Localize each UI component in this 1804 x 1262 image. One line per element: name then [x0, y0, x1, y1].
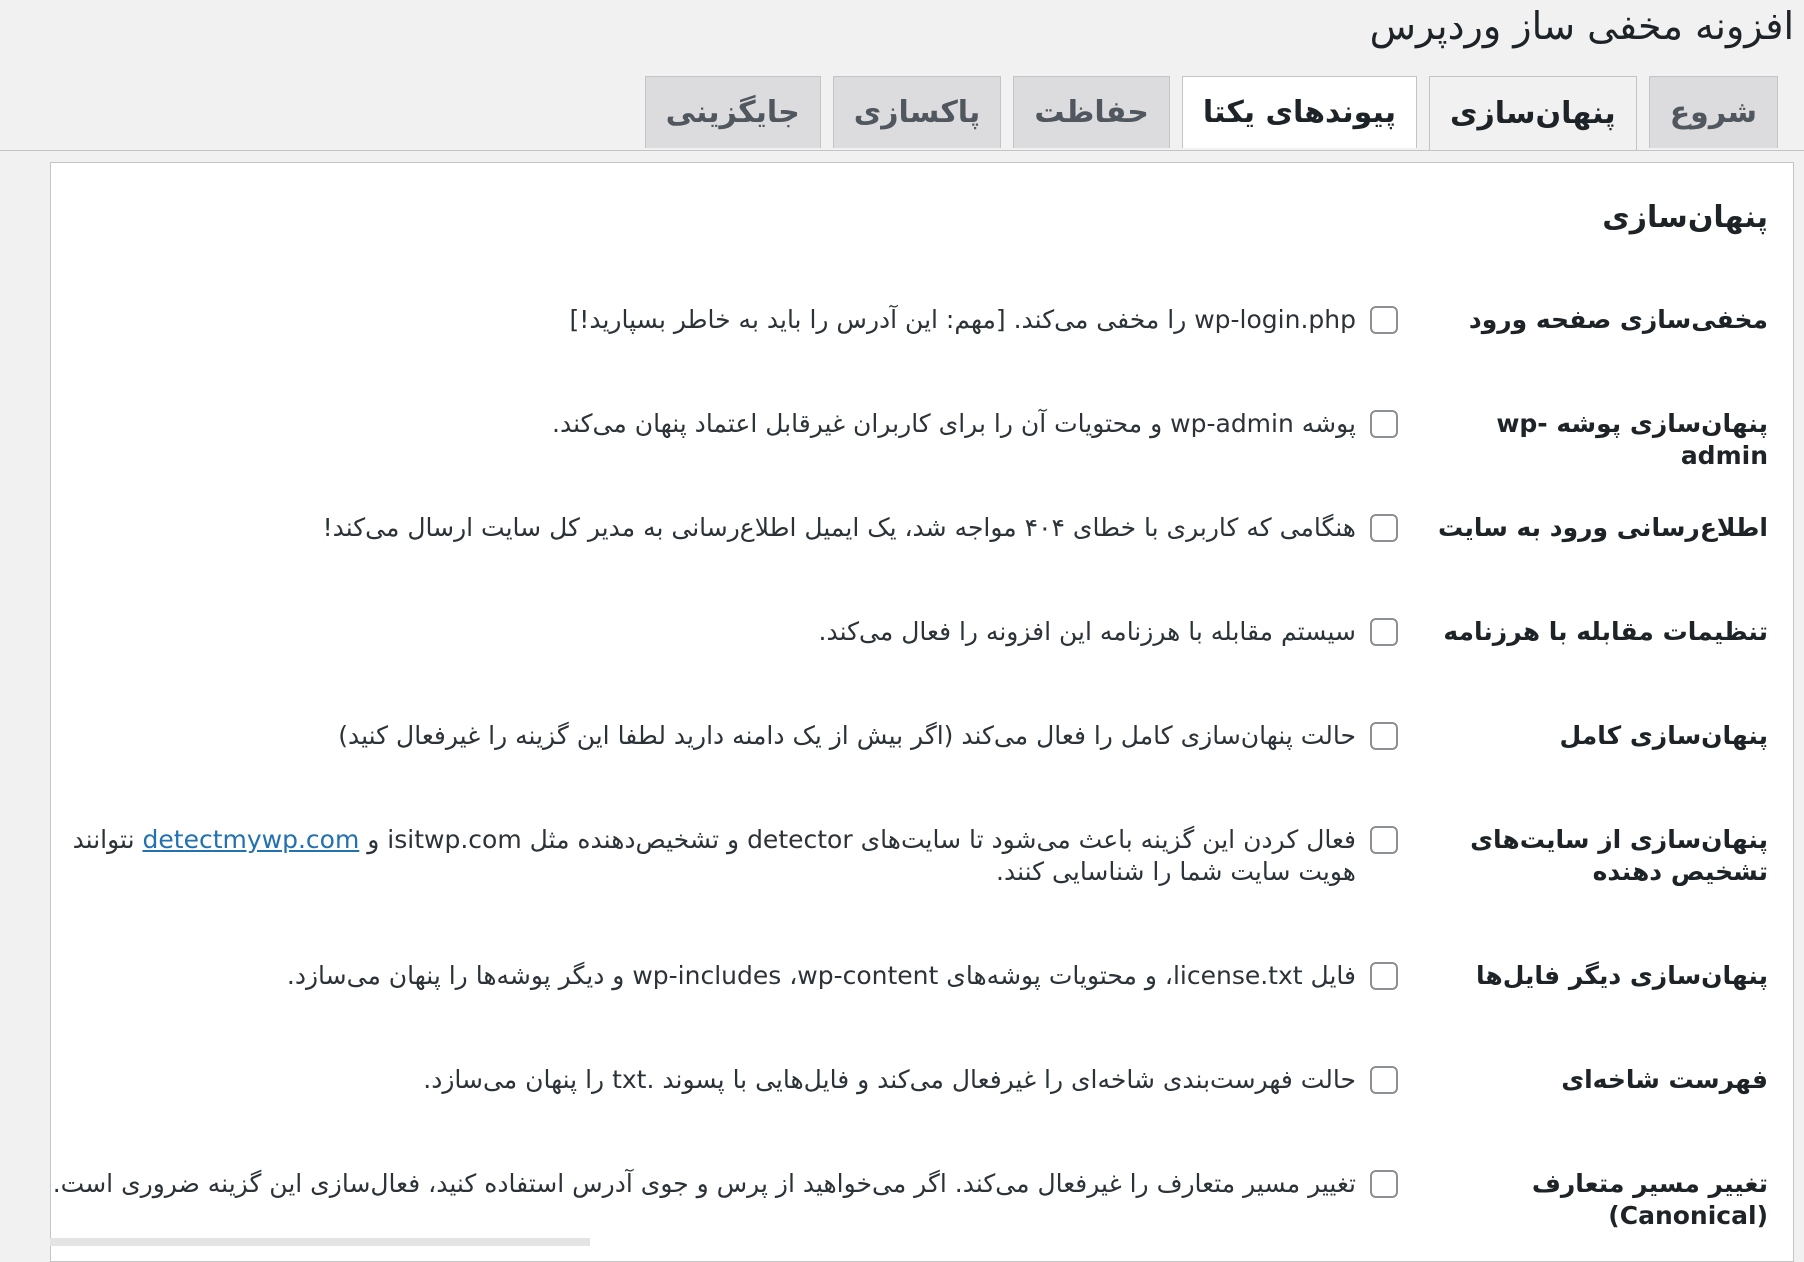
login-notify-checkbox[interactable] [1370, 514, 1398, 542]
hide-detectors-checkbox[interactable] [1370, 826, 1398, 854]
canonical-checkbox[interactable] [1370, 1170, 1398, 1198]
tab-replace[interactable]: جایگزینی [645, 76, 821, 148]
setting-field [50, 790, 1428, 888]
setting-field [50, 582, 1428, 648]
setting-field [50, 926, 1428, 992]
setting-field [50, 478, 1428, 544]
setting-row-antispam [50, 582, 1768, 686]
tab-protection[interactable]: حفاظت [1013, 76, 1170, 148]
setting-description: تغییر مسیر متعارف را غیرفعال می‌کند. اگر می‌خواهید از پرس و جوی آدرس استفاده کنید، فعال‌سازی این گزینه ضروری است. [52, 1169, 1356, 1198]
setting-row-login-notify [50, 478, 1768, 582]
settings-tabs [645, 76, 1778, 150]
description-text: فعال کردن این گزینه باعث می‌شود تا سایت‌های detector و تشخیص‌دهنده مثل isitwp.com و [367, 825, 1356, 854]
description-text: نتوانند هویت سایت شما را شناسایی کنند. [72, 825, 1356, 886]
setting-row-hide-wp-admin [50, 374, 1768, 478]
hide-wp-admin-checkbox[interactable] [1370, 410, 1398, 438]
antispam-checkbox[interactable] [1370, 618, 1398, 646]
tab-permalinks[interactable]: پیوندهای یکتا [1182, 76, 1417, 148]
setting-description: حالت فهرست‌بندی شاخه‌ای را غیرفعال می‌کند و فایل‌هایی با پسوند .txt را پنهان می‌سازد. [423, 1065, 1356, 1094]
directory-listing-checkbox[interactable] [1370, 1066, 1398, 1094]
setting-description [50, 824, 1356, 888]
bottom-scroll-shadow [50, 1238, 590, 1246]
setting-label: پنهان‌سازی از سایت‌های تشخیص دهنده [1470, 825, 1768, 886]
setting-row-directory-listing [50, 1030, 1768, 1134]
setting-field [50, 270, 1428, 336]
setting-description: wp-login.php را مخفی می‌کند. [مهم: این آدرس را باید به خاطر بسپارید!] [569, 305, 1356, 334]
setting-description: حالت پنهان‌سازی کامل را فعال می‌کند (اگر بیش از یک دامنه دارید لطفا این گزینه را غیرفعال کنید) [338, 721, 1356, 750]
setting-label: مخفی‌سازی صفحه ورود [1468, 305, 1768, 334]
setting-field [50, 1134, 1428, 1200]
setting-label: اطلاع‌رسانی ورود به سایت [1437, 513, 1768, 542]
setting-description: فایل license.txt، و محتویات پوشه‌های wp-includes ،wp-content و دیگر پوشه‌ها را پنهان می‌سازد. [286, 961, 1356, 990]
tab-cleanup[interactable]: پاکسازی [833, 76, 1002, 148]
tabs-divider [0, 150, 1804, 151]
setting-description: سیستم مقابله با هرزنامه این افزونه را فعال می‌کند. [818, 617, 1356, 646]
setting-label: پنهان‌سازی دیگر فایل‌ها [1476, 961, 1768, 990]
full-hide-checkbox[interactable] [1370, 722, 1398, 750]
setting-field [50, 374, 1428, 440]
setting-label: تنظیمات مقابله با هرزنامه [1443, 617, 1768, 646]
detectmywp-link[interactable]: detectmywp.com [142, 825, 360, 854]
setting-label: فهرست شاخه‌ای [1561, 1065, 1768, 1094]
setting-label: تغییر مسیر متعارف (Canonical) [1531, 1169, 1768, 1230]
setting-row-full-hide [50, 686, 1768, 790]
setting-field [50, 686, 1428, 752]
settings-table [50, 270, 1768, 1238]
setting-row-hide-detectors [50, 790, 1768, 926]
page-title: افزونه مخفی ساز وردپرس [1369, 4, 1794, 48]
setting-label: پنهان‌سازی کامل [1559, 721, 1768, 750]
setting-description: پوشه wp-admin و محتویات آن را برای کاربران غیرقابل اعتماد پنهان می‌کند. [552, 409, 1356, 438]
tab-hiding[interactable]: پنهان‌سازی [1429, 76, 1637, 150]
setting-description: هنگامی که کاربری با خطای ۴۰۴ مواجه شد، یک ایمیل اطلاع‌رسانی به مدیر کل سایت ارسال می‌کند! [322, 513, 1356, 542]
setting-label: پنهان‌سازی پوشه wp-admin [1496, 409, 1768, 470]
setting-row-canonical [50, 1134, 1768, 1238]
setting-row-hide-other-files [50, 926, 1768, 1030]
hide-other-files-checkbox[interactable] [1370, 962, 1398, 990]
setting-field [50, 1030, 1428, 1096]
section-title: پنهان‌سازی [1602, 200, 1768, 235]
hide-login-checkbox[interactable] [1370, 306, 1398, 334]
tab-start[interactable]: شروع [1649, 76, 1778, 148]
setting-row-hide-login [50, 270, 1768, 374]
